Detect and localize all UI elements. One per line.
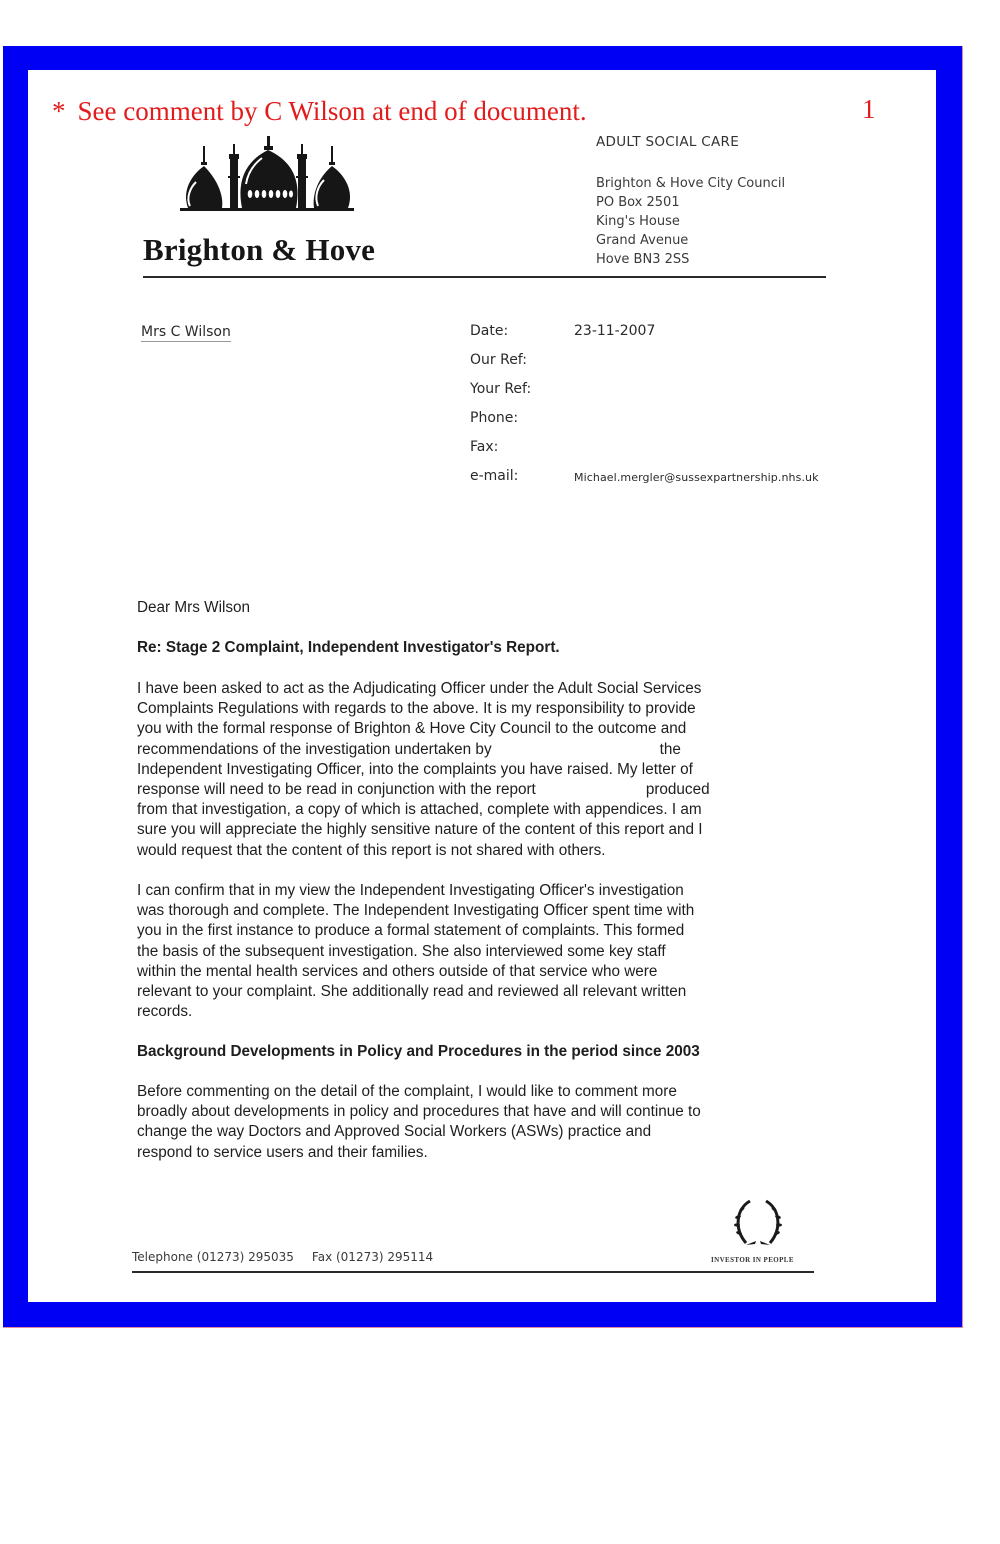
text-line: you with the formal response of Brighton & Hove City Council to the outcome and — [137, 720, 687, 738]
address-line: Grand Avenue — [596, 233, 689, 248]
salutation: Dear Mrs Wilson — [137, 599, 251, 616]
email-value: Michael.mergler@sussexpartnership.nhs.uk — [574, 471, 819, 484]
text-segment: produced — [645, 781, 710, 799]
footer-contact — [132, 1250, 433, 1264]
text-line: within the mental health services and others outside of that service who were — [137, 962, 658, 980]
text-line: relevant to your complaint. She additionally read and reviewed all relevant written — [137, 983, 687, 1001]
letter-page — [28, 70, 936, 1302]
text-line: sure you will appreciate the highly sensitive nature of the content of this report and I — [137, 821, 703, 839]
text-line: Independent Investigating Officer, into the complaints you have raised. My letter of — [137, 760, 693, 778]
royal-pavilion-domes-icon — [178, 136, 358, 228]
address-line: Hove BN3 2SS — [596, 252, 690, 267]
annotation-text: See comment by C Wilson at end of document. — [77, 96, 587, 126]
our-ref-label: Our Ref: — [470, 352, 527, 368]
text-segment: response will need to be read in conjunction with the report — [137, 781, 536, 799]
text-line: I have been asked to act as the Adjudicating Officer under the Adult Social Services — [137, 680, 702, 697]
text-line: Before commenting on the detail of the complaint, I would like to comment more — [137, 1083, 677, 1100]
date-value: 23-11-2007 — [574, 323, 656, 339]
text-line: respond to service users and their families. — [137, 1143, 428, 1161]
subject-line: Re: Stage 2 Complaint, Independent Investigator's Report. — [137, 639, 560, 656]
paragraph-adjudication — [137, 679, 827, 861]
your-ref-label: Your Ref: — [470, 381, 532, 397]
annotation-note — [52, 96, 587, 127]
phone-label: Phone: — [470, 410, 519, 426]
text-line — [137, 780, 827, 800]
address-line: PO Box 2501 — [596, 195, 680, 210]
footer-divider — [132, 1271, 814, 1273]
text-line: would request that the content of this report is not shared with others. — [137, 841, 606, 859]
text-line: from that investigation, a copy of which is attached, complete with appendices. I am — [137, 801, 702, 819]
page-number: 1 — [862, 94, 876, 124]
text-line: you in the first instance to produce a formal statement of complaints. This formed — [137, 922, 685, 940]
paragraph-investigation — [137, 881, 827, 1022]
email-label: e-mail: — [470, 468, 519, 484]
section-heading: Background Developments in Policy and Procedures in the period since 2003 — [137, 1043, 700, 1060]
footer-telephone: Telephone (01273) 295035 — [132, 1250, 294, 1264]
text-line: I can confirm that in my view the Independent Investigating Officer's investigation — [137, 882, 684, 899]
footer-fax: Fax (01273) 295114 — [311, 1250, 434, 1264]
council-address — [596, 174, 785, 269]
department-name: ADULT SOCIAL CARE — [596, 134, 740, 150]
text-segment: recommendations of the investigation undertaken by — [137, 740, 492, 758]
address-line: Brighton & Hove City Council — [596, 176, 786, 191]
text-line: the basis of the subsequent investigation. She also interviewed some key staff — [137, 942, 666, 960]
text-line: was thorough and complete. The Independent Investigating Officer spent time with — [137, 902, 695, 920]
text-line: broadly about developments in policy and procedures that have and will continue to — [137, 1103, 701, 1121]
text-segment: the — [659, 740, 681, 758]
investor-in-people-label: INVESTOR IN PEOPLE — [711, 1256, 794, 1264]
recipient-name: Mrs C Wilson — [141, 324, 231, 340]
organization-name: Brighton & Hove — [143, 232, 376, 267]
paragraph-background — [137, 1082, 827, 1163]
investor-in-people-laurel-icon — [728, 1195, 788, 1255]
text-line: records. — [137, 1003, 193, 1021]
text-line: change the way Doctors and Approved Social Workers (ASWs) practice and — [137, 1123, 652, 1141]
text-line: Complaints Regulations with regards to the above. It is my responsibility to provide — [137, 700, 696, 718]
text-line — [137, 740, 827, 760]
date-label: Date: — [470, 323, 509, 339]
fax-label: Fax: — [470, 439, 499, 455]
council-logo — [143, 136, 403, 272]
asterisk-marker: * — [52, 96, 66, 126]
header-divider — [143, 276, 826, 278]
address-line: King's House — [596, 214, 680, 229]
